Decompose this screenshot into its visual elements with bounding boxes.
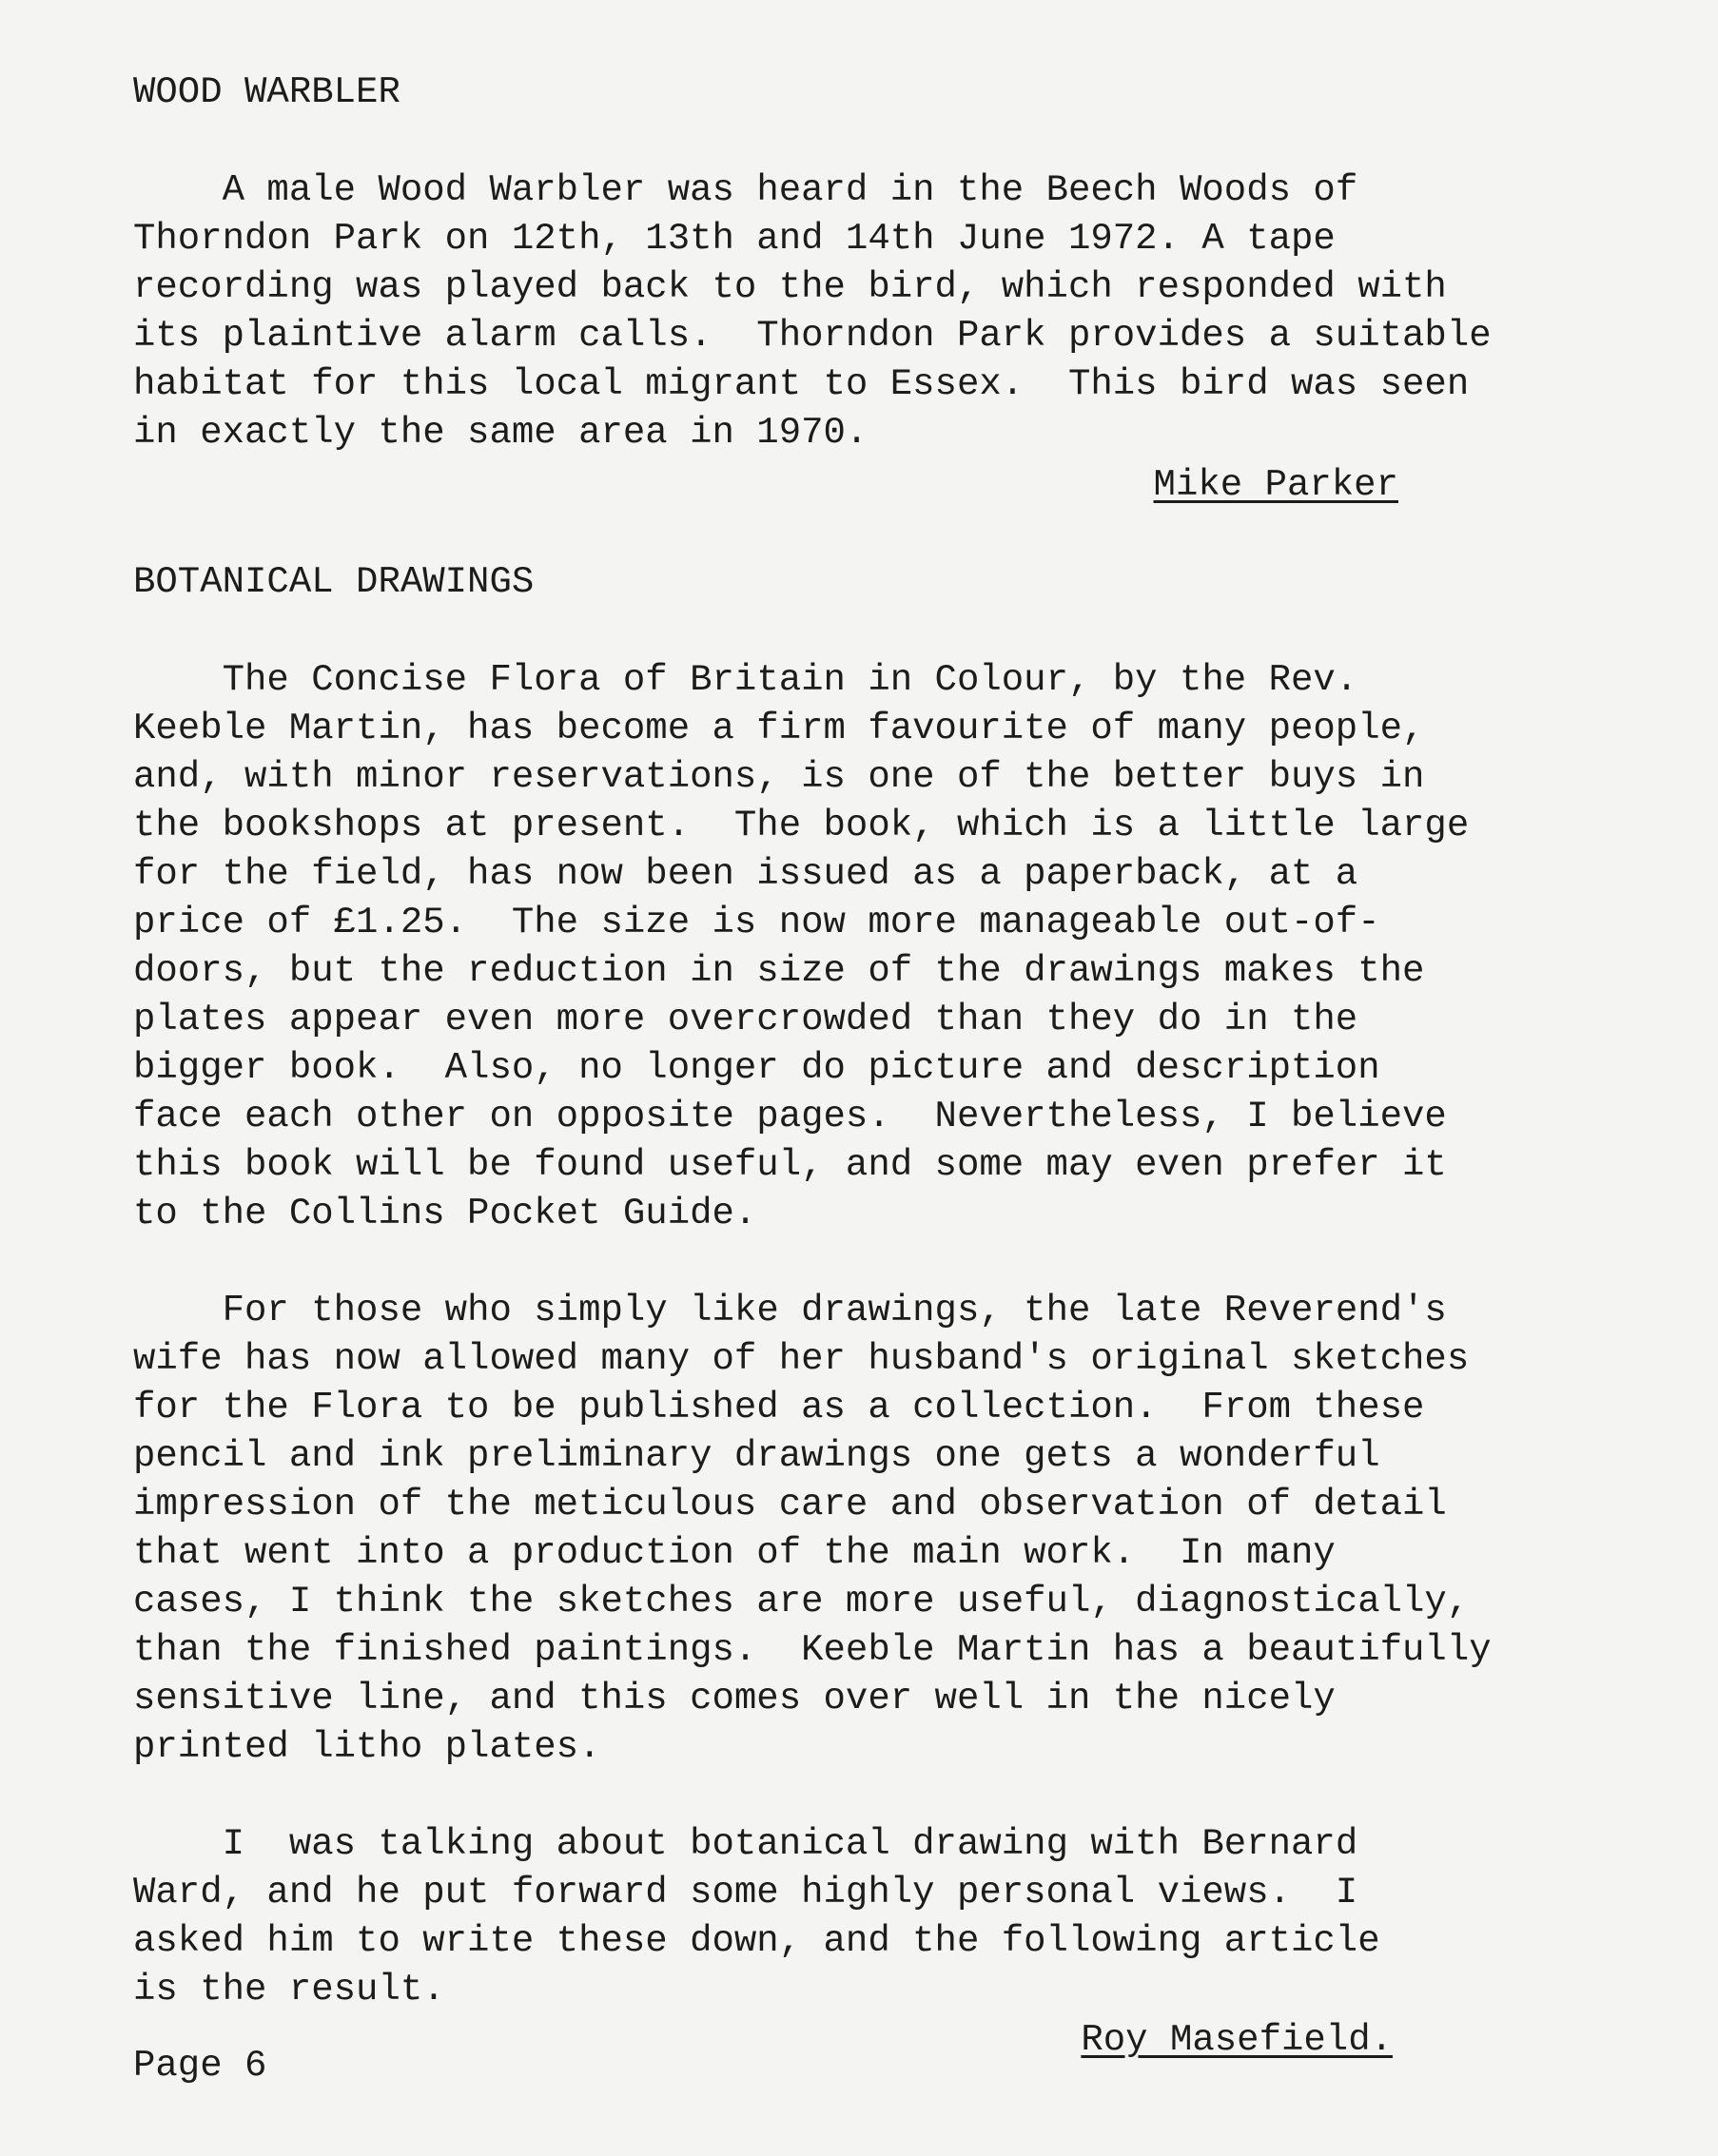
paragraph-wood-warbler: A male Wood Warbler was heard in the Beech Woods of Thorndon Park on 12th, 13th and 14th June 1972. A tape recording was played back to the bird, which responded with its plaintive alarm calls. Thorndon Park provides a suitable habitat for this local migrant to Essex. This bird was seen in exactly the same area in 1970. [133,169,1492,454]
paragraph-concise-flora: The Concise Flora of Britain in Colour, by the Rev. Keeble Martin, has become a firm favourite of many people, and, with minor reservations, is one of the better buys in the bookshops at present. The book, which is a little large for the field, has now been issued as a paperback, at a price of £1.25. The size is now more manageable out-of- doors, but the reduction in size of the drawings makes the plates appear even more overcrowded than they do in the bigger book. Also, no longer do picture and description face each other on opposite pages. Nevertheless, I believe this book will be found useful, and some may even prefer it to the Collins Pocket Guide. [133,659,1470,1234]
page-body [133,68,1617,2065]
signature-text: Roy Masefield. [1081,2019,1393,2061]
section-heading-botanical-drawings: BOTANICAL DRAWINGS [133,561,535,603]
section-heading-wood-warbler: WOOD WARBLER [133,71,400,113]
signature-roy-masefield [133,2016,1617,2065]
paragraph-sketches: For those who simply like drawings, the late Reverend's wife has now allowed many of her husband's original sketches for the Flora to be published as a collection. From these pencil and ink preliminary drawings one gets a wonderful impression of the meticulous care and observation of detail that went into a production of the main work. In many cases, I think the sketches are more useful, diagnostically, than the finished paintings. Keeble Martin has a beautifully sensitive line, and this comes over well in the nicely printed litho plates. [133,1290,1492,1768]
paragraph-bernard-ward: I was talking about botanical drawing with Bernard Ward, and he put forward some highly personal views. I asked him to write these down, and the following article is the result. [133,1823,1380,2010]
signature-mike-parker [133,461,1617,510]
page-number: Page 6 [133,2045,267,2087]
signature-text: Mike Parker [1153,464,1398,506]
